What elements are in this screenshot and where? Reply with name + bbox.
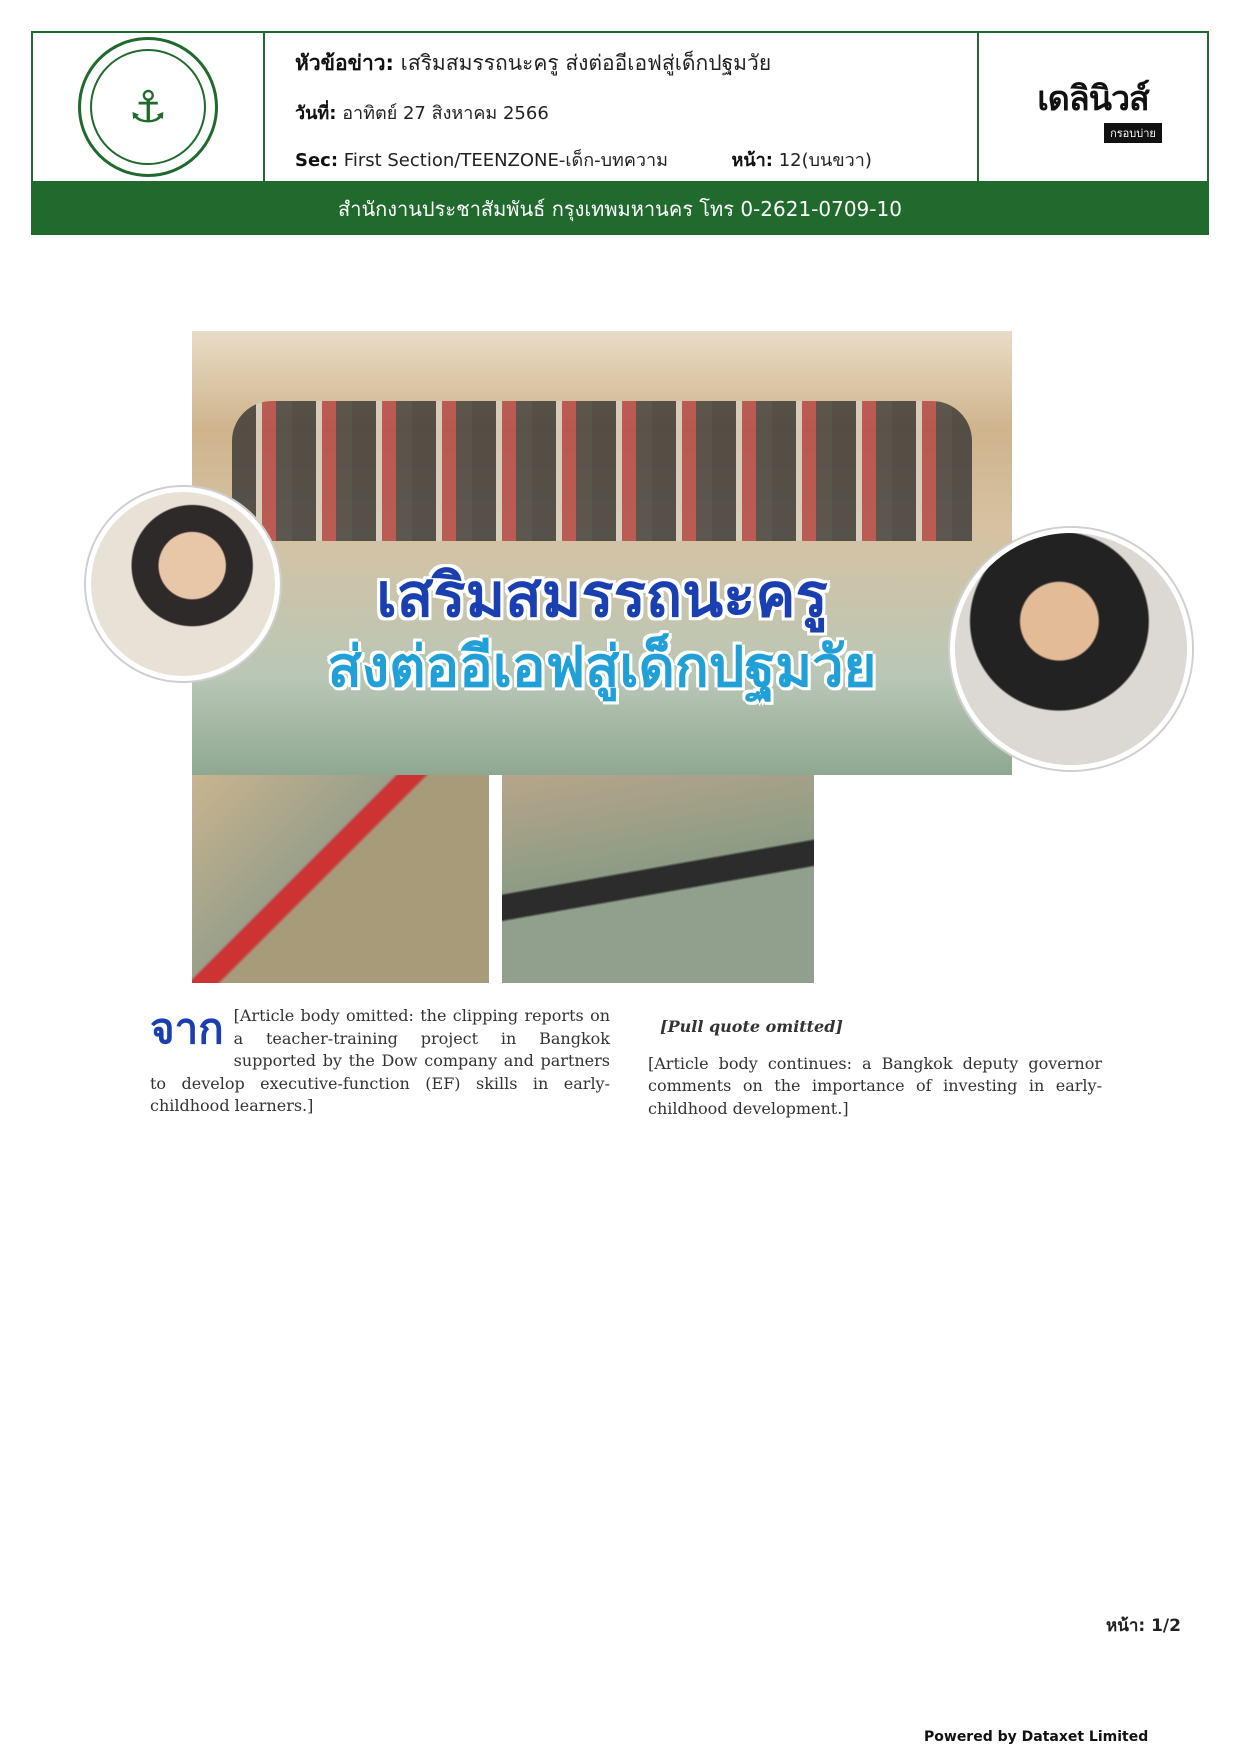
powered-by: Powered by Dataxet Limited [924,1729,1149,1745]
title-line-1: เสริมสมรรถนะครู [376,561,828,631]
newspaper-brand [979,33,1207,181]
clipping-info [265,33,979,181]
article-column-right [648,1010,1102,1130]
main-group-photo [192,331,1012,775]
bma-seal-cell [33,33,265,181]
page-number: หน้า: 1/2 [1106,1616,1181,1636]
date-text: อาทิตย์ 27 สิงหาคม 2566 [342,103,549,124]
article-title [192,560,1012,704]
bma-seal-logo [78,37,218,177]
drop-cap-word: จาก [150,1004,224,1053]
title-line-2: ส่งต่ออีเอฟสู่เด็กปฐมวัย [327,635,877,700]
pull-quote: [Pull quote omitted] [660,1017,843,1036]
section-row [295,145,977,174]
clipping-header [31,31,1209,183]
date-row [295,98,977,127]
article-column-left [150,1005,610,1128]
agency-bar: สำนักงานประชาสัมพันธ์ กรุงเทพมหานคร โทร 0-2621-0709-10 [31,183,1209,235]
page-label: หน้า: [731,150,773,171]
brand-name: เดลินิวส์ [1037,79,1149,119]
headline-text: เสริมสมรรถนะครู ส่งต่ออีเอฟสู่เด็กปฐมวัย [400,51,772,75]
seal-emblem-icon: ⚓ [90,49,206,165]
workshop-photo-2 [502,775,814,983]
date-label: วันที่: [295,103,337,124]
right-paragraph: [Article body continues: a Bangkok deputy governor comments on the importance of investing in early-childhood development.] [648,1053,1102,1118]
left-paragraph: [Article body omitted: the clipping reports on a teacher-training project in Bangkok supported by the Dow company and partners to develop executive-function (EF) skills in early-childhood learners.] [150,1006,610,1115]
page-text: 12(บนขวา) [778,150,872,171]
headline-label: หัวข้อข่าว: [295,51,394,75]
workshop-photo-1 [192,775,489,983]
section-label: Sec: [295,150,339,171]
crowd-figure [232,401,972,541]
headline-row [295,47,977,80]
brand-edition: กรอบบ่าย [1104,123,1162,143]
section-text: First Section/TEENZONE-เด็ก-บทความ [343,150,669,171]
